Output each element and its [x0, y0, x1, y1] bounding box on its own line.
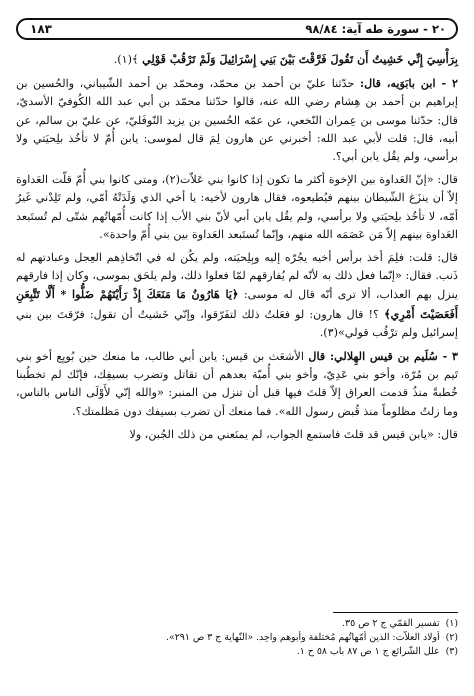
paragraph-verse-continuation	[16, 50, 458, 69]
chapter-reference: ٢٠ - سورة طه آية: ٩٨/٨٤	[305, 22, 446, 36]
footnote-number: (٣)	[445, 646, 458, 657]
question-text-end: ؟! قال هارون: لو فعَلتُ ذلك لتفَرّقوا، وإنّي خَشيتُ أن تقول: فرّقتَ بين بني إسرائيل ولم ترْقُب قولي»(٣).	[16, 307, 458, 339]
question-text: قال: قلت: فلِمَ أخذ برأس أخيه يجُرّه إليه وبِلِحيَته، ولم يكُن له في اتّخاذِهم العِجل وعبادتهم له ذَنب. فقال: «إنّما فعل ذلك به لأنّه لم يُفارقهم لمّا فعلوا ذلك، ولم يلحَق بموسى، وكان إذا فارقهم ينزل بهم العذاب، ألا ترى أنّه قال له موسى:	[16, 251, 458, 302]
footnote-divider	[333, 612, 458, 613]
paragraph-hadith-3	[16, 347, 458, 421]
footnote-ref: ﴾(١).	[113, 53, 139, 66]
page-number: ١٨٣	[24, 22, 58, 36]
footnote-text: علل الشّرائع ج ١ ص ٨٧ باب ٥٨ ح ١.	[296, 646, 440, 657]
footnote-text: تفسير القمّي ج ٢ ص ٣٥.	[342, 618, 440, 629]
hadith-text: الأشعَث بن قيس: يابن أبي طالب، ما منعك حين بُويِع أخو بني تَيم بن مُرّة، وأخو بني عَدِيّ، وأخو بني أُميّة بعدهم أن تقاتل وتضرب بسيفِك، فإنّك لم تخطُبنا خُطبةً منذُ قدمت العراق إلاّ قلتَ فيها قبل أن تنزل من المنبر: «والله إنّي لأَوْلَى الناس بالناس، وما زلتُ مظلوماً منذ قُبض رسول الله». فما منعك أن تضرب بسيفك دون مَظلمتك؟.	[16, 350, 458, 418]
footnotes	[16, 612, 458, 659]
footnote	[16, 645, 458, 659]
answer-text: قال: «إنّ العَداوة بين الإخوة أكثر ما تكون إذا كانوا بني عَلاّت(٢)، ومتى كانوا بني أُمّ قلّت العَداوة إلاّ أن ينزَغ الشّيطان بينهم فيُطيعوه، فقال هارون لأخيه: يا أخي الذي وَلَدَتْهُ أمّي، ولم تَلِدْني غَيرُ أمّه، لا تأخُذ بلِحيَتي ولا برأسي، ولم يقُل يابن أبي لأنّ بني الأب إذا كانت أُمّهاتُهم شتّى لم تُستَبعد العَداوة بينهم إلاّ مَن عَصَمَه الله منهم، وإنّما تُستَبعد العَداوة بين بني أُمّ واحدة».	[16, 173, 458, 241]
footnote-number: (١)	[445, 618, 458, 629]
hadith-source: ٣ - سُلَيم بن قيس الهِلالي: قال	[308, 349, 458, 364]
paragraph-reply	[16, 426, 458, 444]
quran-verse: بِرَأْسِيَ إِنِّي خَشِيتُ أَن تَقُولَ فَرَّقْتَ بَيْنَ بَنِي إِسْرَائِيلَ وَلَمْ تَرْقُبْ قَوْلِي	[142, 52, 458, 66]
paragraph-question	[16, 249, 458, 342]
footnote	[16, 617, 458, 631]
footnote-text: أولاد العلاّت: الذين أُمّهاتُهم مُختلفة وأبوهم واحِد. «النّهاية ج ٣ ص ٢٩١».	[166, 632, 440, 643]
reply-text: قال: «يابن قيس قد قلتَ فاستمع الجواب، لم يمنَعني من ذلك الجُبن، ولا	[129, 427, 458, 441]
footnote-number: (٢)	[445, 632, 458, 643]
paragraph-answer	[16, 171, 458, 244]
running-header	[16, 14, 458, 44]
footnote	[16, 631, 458, 645]
main-text	[16, 50, 458, 444]
paragraph-hadith-2	[16, 74, 458, 166]
hadith-text: حدّثنا عليّ بن أحمد بن محمّد، ومحمّد بن أحمد الشّيباني، والحُسين بن إبراهيم بن أحمد بن هِشام رضي الله عنه، قالوا حدّثنا محمّد بن أبي عبد الله الكُوفيّ الأسديّ، قال: حدّثنا موسى بن عِمران النّخعي، عن عمّه الحُسين بن يزيد النّوفَليّ، عن عليّ بن سالم، عن أبيه، قال: قلت لأبي عبد الله: أخبرني عن هارون لِمَ قال لموسى: يابن أُمّ لا تأخُذ بلِحيَتي ولا برأسي، ولم يقُل يابن أبي؟.	[16, 77, 458, 164]
quran-verse: ﴿يَا هَارُونُ مَا مَنَعَكَ إِذْ رَأَيْتَهُمْ ضَلُّوا * أَلَّا تَتَّبِعَنِ أَفَعَصَيْتَ أَمْرِي﴾	[16, 287, 458, 321]
hadith-source: ٢ - ابن بابَوَيه، قال:	[359, 76, 458, 91]
